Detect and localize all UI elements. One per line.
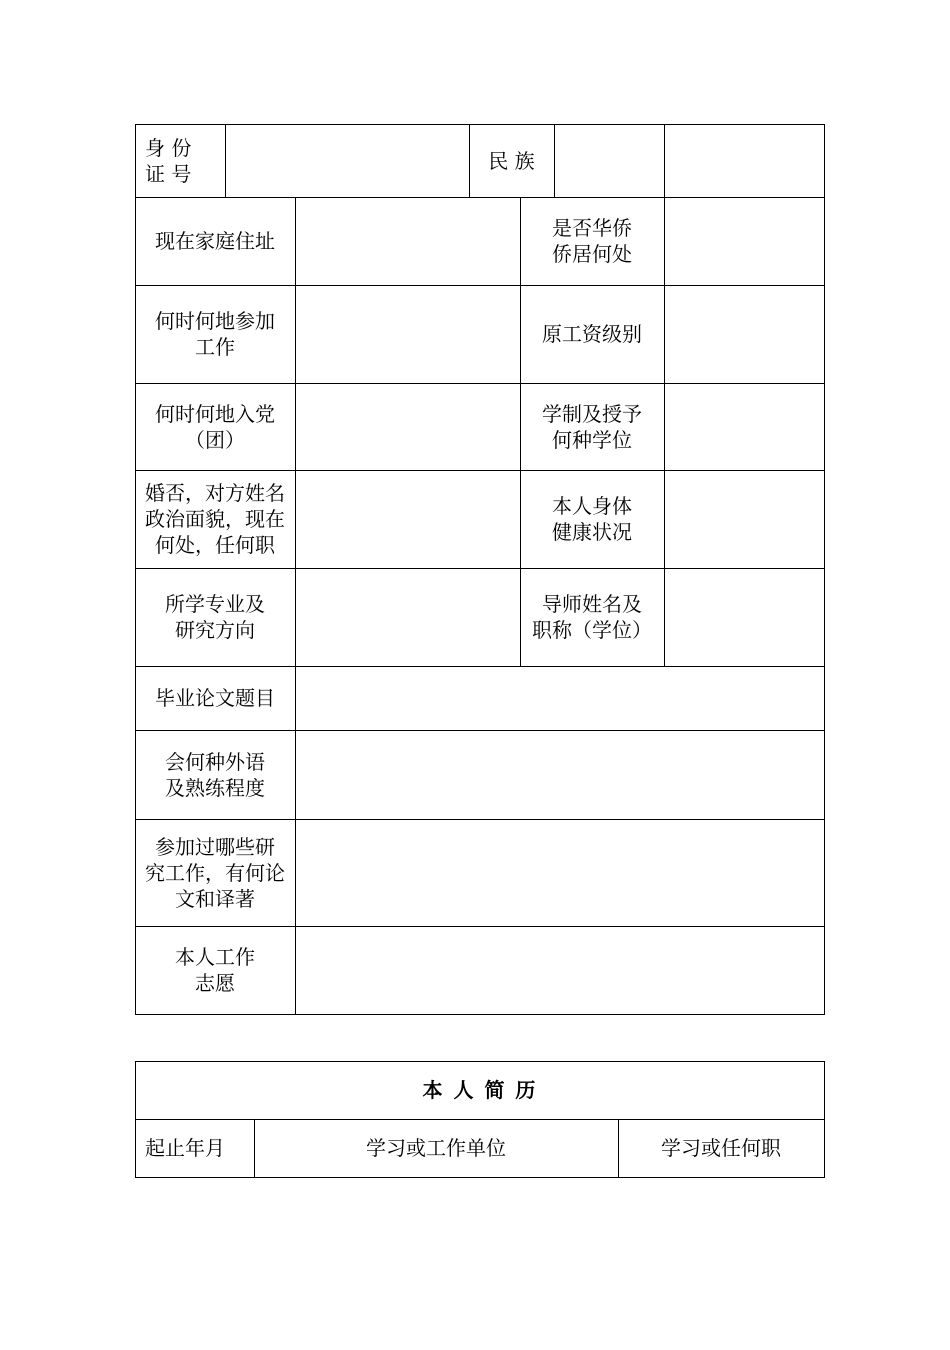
id-number-field[interactable]: [225, 124, 469, 197]
health-label: [520, 470, 664, 568]
degree-field[interactable]: [664, 383, 824, 470]
foreign-language-label: [135, 730, 295, 819]
thesis-title-label-text: 毕业论文题目: [155, 686, 275, 710]
col-start-end-text: 起止年月: [145, 1136, 225, 1160]
work-start-label-text: 何时何地参加 工作: [155, 309, 275, 359]
col-start-end: [135, 1119, 254, 1177]
resume-title-text: 本 人 简 历: [422, 1078, 538, 1102]
ethnicity-label: [469, 124, 554, 197]
table-border: [824, 124, 825, 1015]
marital-status-label: [135, 470, 295, 568]
id-number-label-text: 身 份 证 号: [145, 135, 192, 186]
work-preference-label: [135, 926, 295, 1014]
party-join-label: [135, 383, 295, 470]
table-border: [135, 1014, 825, 1015]
overseas-chinese-label-text: 是否华侨 侨居何处: [552, 216, 632, 266]
major-field[interactable]: [295, 568, 520, 666]
marital-status-field[interactable]: [295, 470, 520, 568]
resume-title: [135, 1061, 825, 1119]
foreign-language-label-text: 会何种外语 及熟练程度: [165, 749, 265, 800]
research-work-label: [135, 819, 295, 926]
col-position-text: 学习或任何职: [661, 1136, 781, 1160]
work-start-field[interactable]: [295, 285, 520, 383]
salary-grade-label-text: 原工资级别: [542, 322, 642, 346]
home-address-label: [135, 197, 295, 285]
work-preference-label-text: 本人工作 志愿: [175, 945, 255, 995]
work-preference-field[interactable]: [295, 926, 824, 1014]
ethnicity-field[interactable]: [554, 124, 664, 197]
overseas-chinese-label: [520, 197, 664, 285]
col-position: [618, 1119, 824, 1177]
research-work-label-text: 参加过哪些研 究工作，有何论 文和译著: [145, 834, 285, 911]
foreign-language-field[interactable]: [295, 730, 824, 819]
table-border: [135, 1177, 825, 1178]
advisor-label: [520, 568, 664, 666]
salary-grade-field[interactable]: [664, 285, 824, 383]
health-label-text: 本人身体 健康状况: [552, 494, 632, 544]
degree-label-text: 学制及授予 何种学位: [542, 401, 642, 452]
col-unit-text: 学习或工作单位: [366, 1136, 506, 1160]
overseas-chinese-field[interactable]: [664, 197, 824, 285]
ethnicity-label-text: 民 族: [488, 148, 535, 173]
major-label: [135, 568, 295, 666]
thesis-title-field[interactable]: [295, 666, 824, 730]
party-join-field[interactable]: [295, 383, 520, 470]
extra-field[interactable]: [664, 124, 824, 197]
id-number-label: [135, 124, 225, 197]
marital-status-label-text: 婚否，对方姓名 政治面貌，现在 何处，任何职: [145, 481, 285, 557]
health-field[interactable]: [664, 470, 824, 568]
research-work-field[interactable]: [295, 819, 824, 926]
advisor-field[interactable]: [664, 568, 824, 666]
work-start-label: [135, 285, 295, 383]
col-unit: [254, 1119, 618, 1177]
home-address-field[interactable]: [295, 197, 520, 285]
advisor-label-text: 导师姓名及 职称（学位）: [532, 592, 652, 642]
salary-grade-label: [520, 285, 664, 383]
major-label-text: 所学专业及 研究方向: [165, 592, 265, 642]
degree-label: [520, 383, 664, 470]
thesis-title-label: [135, 666, 295, 730]
home-address-label-text: 现在家庭住址: [155, 229, 275, 253]
party-join-label-text: 何时何地入党 （团）: [155, 401, 275, 452]
